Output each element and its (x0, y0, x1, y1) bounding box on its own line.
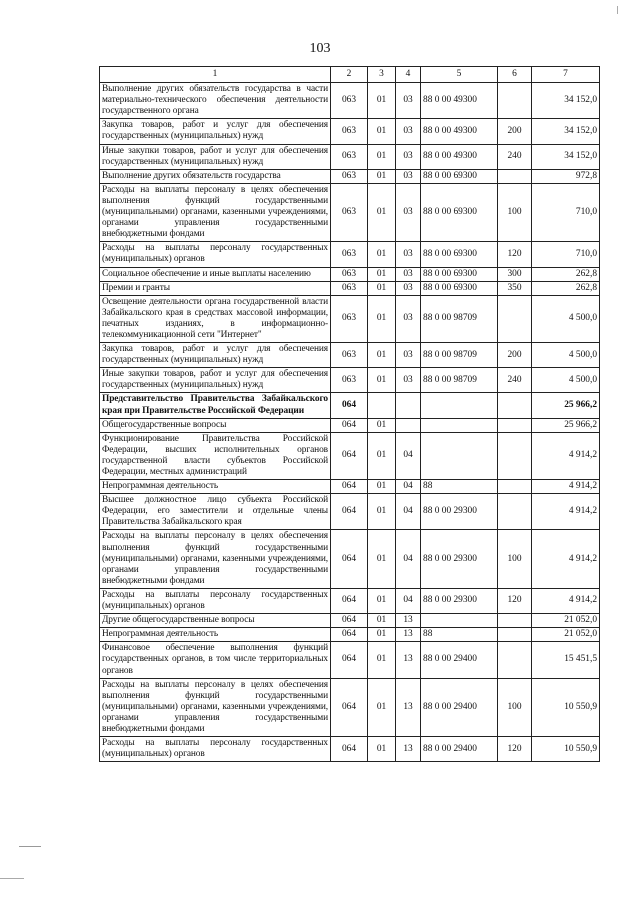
row-subsection-code: 04 (396, 480, 421, 494)
row-expense-type (498, 642, 532, 678)
row-ministry-code: 063 (331, 295, 368, 342)
row-ministry-code: 064 (331, 393, 368, 418)
row-section-code: 01 (368, 368, 396, 393)
row-section-code: 01 (368, 343, 396, 368)
row-amount: 4 500,0 (532, 343, 600, 368)
row-subsection-code: 03 (396, 144, 421, 169)
row-name-cell: Расходы на выплаты персоналу в целях обеспечения выполнения функций государственными (муниципальными) органами, казенными учреждениями, органами управления государственными внебюджетными фондами (100, 678, 331, 736)
row-name-cell: Закупка товаров, работ и услуг для обеспечения государственных (муниципальных) нужд (100, 343, 331, 368)
table-row (100, 144, 600, 169)
row-ministry-code: 064 (331, 432, 368, 479)
row-target-article: 88 0 00 29400 (421, 678, 498, 736)
row-ministry-code: 063 (331, 281, 368, 295)
row-target-article: 88 0 00 49300 (421, 119, 498, 144)
row-amount: 4 914,2 (532, 588, 600, 613)
header-col-7: 7 (532, 67, 600, 83)
row-amount: 710,0 (532, 242, 600, 267)
row-subsection-code: 03 (396, 119, 421, 144)
table-row (100, 368, 600, 393)
row-subsection-code: 03 (396, 83, 421, 119)
row-ministry-code: 063 (331, 267, 368, 281)
row-amount: 25 966,2 (532, 418, 600, 432)
row-target-article: 88 0 00 29400 (421, 737, 498, 762)
row-name-cell: Иные закупки товаров, работ и услуг для обеспечения государственных (муниципальных) нужд (100, 144, 331, 169)
row-ministry-code: 064 (331, 480, 368, 494)
row-name-cell: Расходы на выплаты персоналу государственных (муниципальных) органов (100, 242, 331, 267)
row-amount: 4 914,2 (532, 530, 600, 588)
row-name-cell: Социальное обеспечение и иные выплаты населению (100, 267, 331, 281)
row-target-article: 88 0 00 29300 (421, 530, 498, 588)
row-target-article: 88 0 00 29300 (421, 494, 498, 530)
row-expense-type (498, 432, 532, 479)
row-section-code: 01 (368, 418, 396, 432)
row-expense-type: 100 (498, 183, 532, 241)
row-subsection-code: 03 (396, 169, 421, 183)
row-subsection-code (396, 393, 421, 418)
row-name-cell: Высшее должностное лицо субъекта Российской Федерации, его заместители и отдельные члены Правительства Забайкальского края (100, 494, 331, 530)
row-subsection-code: 04 (396, 494, 421, 530)
row-amount: 262,8 (532, 267, 600, 281)
table-row (100, 267, 600, 281)
row-expense-type: 240 (498, 144, 532, 169)
table-row (100, 242, 600, 267)
row-subsection-code (396, 418, 421, 432)
row-amount: 4 914,2 (532, 494, 600, 530)
row-target-article: 88 (421, 628, 498, 642)
table-body (100, 83, 600, 762)
row-expense-type: 300 (498, 267, 532, 281)
row-expense-type (498, 418, 532, 432)
row-name-cell: Общегосударственные вопросы (100, 418, 331, 432)
row-expense-type: 350 (498, 281, 532, 295)
row-subsection-code: 04 (396, 530, 421, 588)
table-row (100, 530, 600, 588)
row-expense-type (498, 628, 532, 642)
row-target-article (421, 393, 498, 418)
row-amount: 34 152,0 (532, 144, 600, 169)
row-expense-type (498, 480, 532, 494)
row-section-code: 01 (368, 144, 396, 169)
header-col-2: 2 (331, 67, 368, 83)
row-section-code: 01 (368, 588, 396, 613)
row-subsection-code: 13 (396, 628, 421, 642)
row-section-code: 01 (368, 614, 396, 628)
row-target-article: 88 0 00 98709 (421, 295, 498, 342)
row-ministry-code: 064 (331, 614, 368, 628)
row-section-code: 01 (368, 83, 396, 119)
row-section-code: 01 (368, 678, 396, 736)
row-ministry-code: 063 (331, 183, 368, 241)
row-name-cell: Выполнение других обязательств государства в части материально-технического обеспечения деятельности государственного органа (100, 83, 331, 119)
row-section-code: 01 (368, 494, 396, 530)
row-expense-type (498, 169, 532, 183)
table-row (100, 494, 600, 530)
table-row (100, 737, 600, 762)
row-expense-type: 240 (498, 368, 532, 393)
row-section-code: 01 (368, 281, 396, 295)
table-row (100, 83, 600, 119)
row-section-code: 01 (368, 737, 396, 762)
row-target-article (421, 418, 498, 432)
row-name-cell: Премии и гранты (100, 281, 331, 295)
row-ministry-code: 064 (331, 530, 368, 588)
row-subsection-code: 03 (396, 183, 421, 241)
row-ministry-code: 064 (331, 642, 368, 678)
row-ministry-code: 063 (331, 83, 368, 119)
row-ministry-code: 063 (331, 144, 368, 169)
row-target-article: 88 0 00 69300 (421, 242, 498, 267)
table-row (100, 281, 600, 295)
row-target-article: 88 0 00 69300 (421, 183, 498, 241)
row-section-code: 01 (368, 119, 396, 144)
row-expense-type (498, 614, 532, 628)
row-expense-type: 200 (498, 119, 532, 144)
row-amount: 10 550,9 (532, 678, 600, 736)
row-subsection-code: 03 (396, 242, 421, 267)
row-name-cell: Непрограммная деятельность (100, 480, 331, 494)
row-name-cell: Закупка товаров, работ и услуг для обеспечения государственных (муниципальных) нужд (100, 119, 331, 144)
budget-table (99, 66, 600, 762)
table-row (100, 642, 600, 678)
row-name-cell: Непрограммная деятельность (100, 628, 331, 642)
row-ministry-code: 064 (331, 494, 368, 530)
row-target-article: 88 0 00 69300 (421, 267, 498, 281)
header-col-5: 5 (421, 67, 498, 83)
row-amount: 34 152,0 (532, 119, 600, 144)
row-name-cell: Другие общегосударственные вопросы (100, 614, 331, 628)
row-subsection-code: 03 (396, 343, 421, 368)
row-name-cell: Представительство Правительства Забайкальского края при Правительстве Российской Федерации (100, 393, 331, 418)
table-row (100, 418, 600, 432)
row-name-cell: Выполнение других обязательств государства (100, 169, 331, 183)
row-target-article: 88 (421, 480, 498, 494)
row-name-cell: Расходы на выплаты персоналу в целях обеспечения выполнения функций государственными (муниципальными) органами, казенными учреждениями, органами управления государственными внебюджетными фондами (100, 183, 331, 241)
table-row (100, 169, 600, 183)
row-amount: 15 451,5 (532, 642, 600, 678)
table-row (100, 614, 600, 628)
row-amount: 710,0 (532, 183, 600, 241)
row-amount: 262,8 (532, 281, 600, 295)
row-subsection-code: 03 (396, 368, 421, 393)
row-section-code (368, 393, 396, 418)
row-name-cell: Расходы на выплаты персоналу государственных (муниципальных) органов (100, 737, 331, 762)
row-section-code: 01 (368, 267, 396, 281)
row-expense-type: 120 (498, 588, 532, 613)
row-target-article: 88 0 00 69300 (421, 169, 498, 183)
row-target-article: 88 0 00 98709 (421, 343, 498, 368)
row-name-cell: Финансовое обеспечение выполнения функций государственных органов, в том числе территориальных органов (100, 642, 331, 678)
row-section-code: 01 (368, 480, 396, 494)
row-amount: 25 966,2 (532, 393, 600, 418)
row-subsection-code: 03 (396, 295, 421, 342)
table-row (100, 628, 600, 642)
table-row (100, 183, 600, 241)
row-expense-type: 120 (498, 242, 532, 267)
table-row (100, 588, 600, 613)
row-subsection-code: 13 (396, 642, 421, 678)
row-ministry-code: 064 (331, 737, 368, 762)
scan-mark (19, 846, 41, 847)
table-row (100, 119, 600, 144)
header-col-3: 3 (368, 67, 396, 83)
table-row (100, 678, 600, 736)
table-row (100, 393, 600, 418)
page-number: 103 (309, 41, 331, 56)
row-section-code: 01 (368, 642, 396, 678)
header-col-4: 4 (396, 67, 421, 83)
row-subsection-code: 03 (396, 267, 421, 281)
row-amount: 21 052,0 (532, 614, 600, 628)
row-subsection-code: 13 (396, 737, 421, 762)
row-ministry-code: 064 (331, 678, 368, 736)
row-expense-type: 120 (498, 737, 532, 762)
row-subsection-code: 04 (396, 588, 421, 613)
row-ministry-code: 063 (331, 343, 368, 368)
row-amount: 4 914,2 (532, 480, 600, 494)
row-amount: 4 500,0 (532, 368, 600, 393)
row-ministry-code: 063 (331, 169, 368, 183)
row-amount: 34 152,0 (532, 83, 600, 119)
row-expense-type (498, 494, 532, 530)
header-col-6: 6 (498, 67, 532, 83)
row-name-cell: Освещение деятельности органа государственной власти Забайкальского края в средствах массовой информации, печатных изданиях, в информационно-телекоммуникационной сети "Интернет" (100, 295, 331, 342)
row-name-cell: Иные закупки товаров, работ и услуг для обеспечения государственных (муниципальных) нужд (100, 368, 331, 393)
table-header-row (100, 67, 600, 83)
row-ministry-code: 064 (331, 628, 368, 642)
row-section-code: 01 (368, 530, 396, 588)
row-target-article: 88 0 00 69300 (421, 281, 498, 295)
row-expense-type: 100 (498, 530, 532, 588)
table-row (100, 432, 600, 479)
row-section-code: 01 (368, 169, 396, 183)
row-section-code: 01 (368, 432, 396, 479)
row-amount: 21 052,0 (532, 628, 600, 642)
row-expense-type (498, 393, 532, 418)
row-section-code: 01 (368, 628, 396, 642)
row-ministry-code: 063 (331, 368, 368, 393)
row-subsection-code: 13 (396, 614, 421, 628)
row-amount: 972,8 (532, 169, 600, 183)
row-ministry-code: 063 (331, 119, 368, 144)
row-name-cell: Расходы на выплаты персоналу государственных (муниципальных) органов (100, 588, 331, 613)
row-target-article: 88 0 00 49300 (421, 83, 498, 119)
table-row (100, 295, 600, 342)
row-section-code: 01 (368, 295, 396, 342)
row-ministry-code: 063 (331, 242, 368, 267)
row-subsection-code: 03 (396, 281, 421, 295)
row-target-article: 88 0 00 29400 (421, 642, 498, 678)
row-target-article: 88 0 00 29300 (421, 588, 498, 613)
row-target-article: 88 0 00 98709 (421, 368, 498, 393)
row-ministry-code: 064 (331, 588, 368, 613)
row-amount: 4 500,0 (532, 295, 600, 342)
header-col-1: 1 (100, 67, 331, 83)
row-section-code: 01 (368, 183, 396, 241)
row-ministry-code: 064 (331, 418, 368, 432)
row-expense-type: 100 (498, 678, 532, 736)
scan-mark (617, 6, 618, 14)
row-name-cell: Расходы на выплаты персоналу в целях обеспечения выполнения функций государственными (муниципальными) органами, казенными учреждениями, органами управления государственными внебюджетными фондами (100, 530, 331, 588)
row-name-cell: Функционирование Правительства Российской Федерации, высших исполнительных органов государственной власти субъектов Российской Федерации, местных администраций (100, 432, 331, 479)
table-row (100, 480, 600, 494)
row-section-code: 01 (368, 242, 396, 267)
row-expense-type: 200 (498, 343, 532, 368)
row-target-article (421, 432, 498, 479)
row-amount: 10 550,9 (532, 737, 600, 762)
table-row (100, 343, 600, 368)
scan-mark (0, 878, 24, 879)
row-subsection-code: 13 (396, 678, 421, 736)
row-expense-type (498, 83, 532, 119)
row-expense-type (498, 295, 532, 342)
row-target-article (421, 614, 498, 628)
row-amount: 4 914,2 (532, 432, 600, 479)
row-subsection-code: 04 (396, 432, 421, 479)
row-target-article: 88 0 00 49300 (421, 144, 498, 169)
